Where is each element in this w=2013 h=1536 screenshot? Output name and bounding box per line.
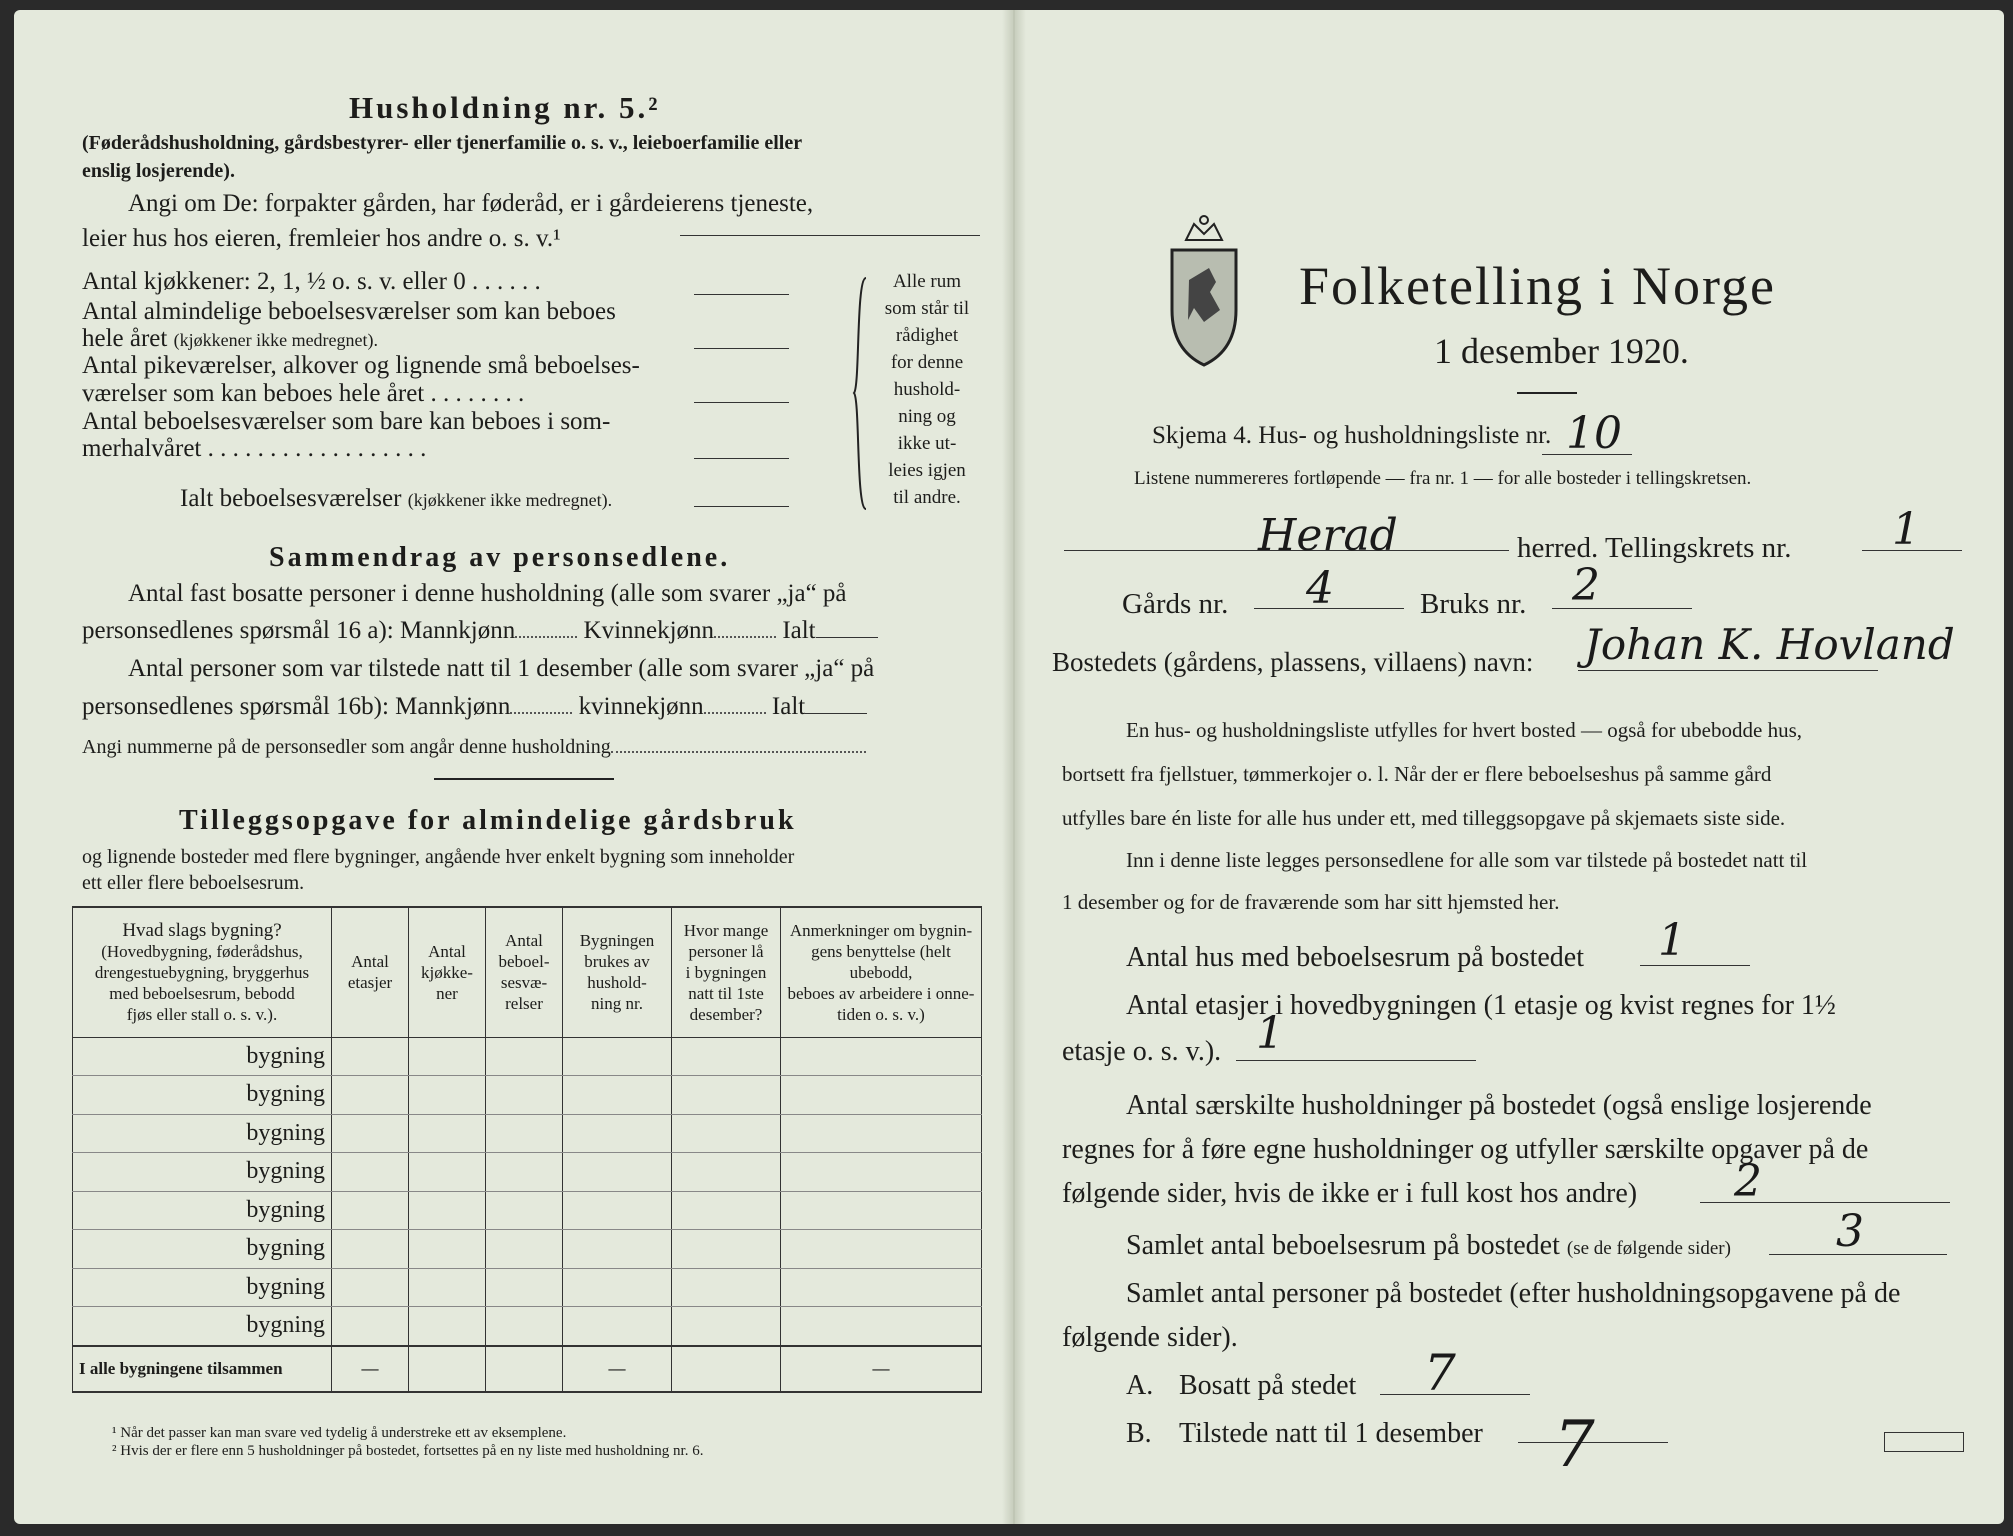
instruction-5: 1 desember og for de fraværende som har sitt hjemsted her. [1062, 890, 1560, 914]
cell[interactable] [409, 1153, 486, 1192]
rooms-total-note: (kjøkkener ikke medregnet). [407, 490, 613, 510]
cell[interactable] [332, 1114, 409, 1153]
total-cell[interactable]: — [332, 1346, 409, 1392]
summary-female-label-2: kvinnekjønn [578, 693, 704, 720]
cell[interactable] [486, 1114, 563, 1153]
krets-field[interactable]: 1 [1892, 504, 1920, 555]
numbering-note: Listene nummereres fortløpende — fra nr. 1 — for alle bosteder i tellingskretsen. [1134, 468, 1752, 489]
summary-line-2 [82, 617, 878, 645]
building-label[interactable]: bygning [73, 1268, 332, 1307]
header-line: Bygningen [579, 931, 655, 951]
header-line: hushold- [587, 973, 647, 993]
b-label: B. [1126, 1418, 1152, 1449]
building-label[interactable]: bygning [73, 1114, 332, 1153]
rooms-ordinary-2 [82, 325, 378, 353]
extra-subtitle-2: ett eller flere beboelsesrum. [82, 872, 305, 894]
angi-line-1: Angi om De: forpakter gården, har føderåd, er i gårdeierens tjeneste, [128, 190, 814, 217]
cell[interactable] [332, 1153, 409, 1192]
q-households-2: regnes for å føre egne husholdninger og utfyller særskilte opgaver på de [1062, 1134, 1869, 1165]
header-line: sesvæ- [500, 973, 548, 993]
cell[interactable] [563, 1114, 672, 1153]
numbers-answer[interactable] [611, 751, 866, 753]
rooms-total [180, 485, 612, 513]
rooms-summer-2: merhalvåret . . . . . . . . . . . . . . . . . . [82, 435, 427, 462]
cell[interactable] [332, 1037, 409, 1076]
printer-stamp [1884, 1432, 1964, 1452]
cell[interactable] [781, 1037, 982, 1076]
header-line: i bygningen [685, 962, 767, 982]
cell[interactable] [332, 1191, 409, 1230]
cell[interactable] [486, 1307, 563, 1346]
rooms-kitchens: Antal kjøkkener: 2, 1, ½ o. s. v. eller 0 . . . . . . [82, 268, 541, 295]
household-subtitle-2: enslig losjerende). [82, 160, 235, 182]
col-persons [672, 907, 781, 1037]
total-answer[interactable] [816, 637, 878, 638]
building-label[interactable]: bygning [73, 1191, 332, 1230]
rooms-maid-1: Antal pikeværelser, alkover og lignende små beboelses- [82, 352, 640, 379]
header-line: etasjer [347, 973, 393, 993]
cell[interactable] [332, 1268, 409, 1307]
q-rooms-label: Samlet antal beboelsesrum på bostedet [1126, 1230, 1560, 1261]
header-line: Antal [351, 952, 389, 972]
q-rooms-note: (se de følgende sider) [1566, 1238, 1731, 1259]
rooms-ordinary-1: Antal almindelige beboelsesværelser som kan beboes [82, 298, 616, 325]
schema-line [1152, 422, 1551, 450]
b-field[interactable]: 7 [1554, 1408, 1595, 1482]
footnote-2: ² Hvis der er flere enn 5 husholdninger på bostedet, fortsettes på en ny liste med husholdning nr. 6. [112, 1443, 704, 1459]
col-building-type [73, 907, 332, 1037]
bruks-label: Bruks nr. [1420, 588, 1527, 620]
header-line: gens benyttelse (helt ubebodd, [811, 941, 951, 982]
summary-total-label-2: Ialt [771, 693, 806, 720]
cell[interactable] [672, 1268, 781, 1307]
female-answer[interactable] [714, 636, 776, 638]
header-line: Hvor mange [683, 920, 769, 940]
q-floors-1: Antal etasjer i hovedbygningen (1 etasje og kvist regnes for 1½ [1126, 990, 1836, 1021]
cell[interactable] [781, 1307, 982, 1346]
cell[interactable] [409, 1307, 486, 1346]
cell[interactable] [781, 1076, 982, 1115]
b-text: Tilstede natt til 1 desember [1179, 1418, 1483, 1449]
cell[interactable] [672, 1153, 781, 1192]
header-line: brukes av [584, 952, 650, 972]
building-label[interactable]: bygning [73, 1037, 332, 1076]
extra-title: Tilleggsopgave for almindelige gårdsbruk [179, 805, 797, 836]
q-houses-line [1640, 965, 1750, 966]
brace-note-line: som står til [884, 298, 970, 319]
female-answer-2[interactable] [704, 712, 766, 714]
cell[interactable] [563, 1191, 672, 1230]
cell[interactable] [781, 1153, 982, 1192]
household-subtitle-1: (Føderådshusholdning, gårdsbestyrer- eller tjenerfamilie o. s. v., leieboerfamilie eller [82, 132, 803, 154]
cell[interactable] [563, 1268, 672, 1307]
brace-icon [852, 276, 872, 511]
summary-line-5 [82, 736, 866, 759]
gards-label: Gårds nr. [1122, 588, 1229, 620]
building-label[interactable]: bygning [73, 1307, 332, 1346]
q-houses-field[interactable]: 1 [1658, 915, 1686, 966]
cell[interactable] [563, 1076, 672, 1115]
table-row [73, 1037, 982, 1076]
total-answer-2[interactable] [805, 713, 867, 714]
herred-label: herred. Tellingskrets nr. [1517, 532, 1792, 564]
cell[interactable] [486, 1268, 563, 1307]
q-households-3: følgende sider, hvis de ikke er i full kost hos andre) [1062, 1178, 1638, 1209]
cell[interactable] [672, 1114, 781, 1153]
angi-answer-line[interactable] [680, 235, 980, 236]
brace-note-line: for denne [890, 352, 964, 373]
cell[interactable] [672, 1307, 781, 1346]
cell[interactable] [409, 1037, 486, 1076]
building-label[interactable]: bygning [73, 1153, 332, 1192]
q-rooms-field[interactable]: 3 [1836, 1206, 1864, 1257]
brace-note-line: til andre. [893, 487, 961, 508]
table-row [73, 1153, 982, 1192]
a-label: A. [1126, 1370, 1154, 1401]
table-row [73, 1076, 982, 1115]
q-floors-line [1236, 1060, 1476, 1061]
brace-note-line: leies igjen [888, 460, 966, 481]
household-title: Husholdning nr. 5.² [349, 90, 661, 125]
cell[interactable] [332, 1307, 409, 1346]
summary-title: Sammendrag av personsedlene. [269, 542, 731, 573]
instruction-2: bortsett fra fjellstuer, tømmerkojer o. l. Når der er flere beboelseshus på samme gård [1062, 762, 1772, 786]
building-label[interactable]: bygning [73, 1230, 332, 1269]
cell[interactable] [781, 1230, 982, 1269]
cell[interactable] [672, 1230, 781, 1269]
cell[interactable] [486, 1153, 563, 1192]
cell[interactable] [409, 1191, 486, 1230]
total-cell[interactable]: — [781, 1346, 982, 1392]
summary-line-1: Antal fast bosatte personer i denne husholdning (alle som svarer „ja“ på [128, 580, 847, 607]
bosted-field[interactable]: Johan K. Hovland [1584, 620, 1955, 669]
list-number-field[interactable]: 10 [1566, 408, 1622, 459]
cell[interactable] [486, 1230, 563, 1269]
header-line: natt til 1ste [688, 983, 764, 1003]
cell[interactable] [563, 1307, 672, 1346]
rooms-total-text: Ialt beboelsesværelser [180, 485, 402, 512]
angi-line-2: leier hus hos eieren, fremleier hos andre o. s. v.¹ [82, 225, 561, 252]
instruction-3: utfylles bare én liste for alle hus under ett, med tilleggsopgave på skjemaets siste side. [1062, 806, 1786, 830]
cell[interactable] [563, 1153, 672, 1192]
cell[interactable] [409, 1076, 486, 1115]
brace-note-line: ikke ut- [897, 433, 957, 454]
census-form-sheet [14, 10, 2004, 1524]
building-table [72, 906, 982, 1393]
main-date: 1 desember 1920. [1434, 331, 1689, 371]
col-remarks [781, 907, 982, 1037]
table-total-row [73, 1346, 982, 1392]
brace-note-line: rådighet [895, 325, 959, 346]
header-line: kjøkke- [421, 962, 473, 982]
summary-male-label-2: personsedlenes spørsmål 16b): Mannkjønn [82, 693, 511, 720]
header-line: relser [505, 994, 543, 1014]
divider [434, 778, 614, 780]
summary-total-label: Ialt [782, 617, 816, 644]
cell[interactable] [332, 1076, 409, 1115]
summary-line-4 [82, 693, 867, 721]
q-floors-2: etasje o. s. v.). [1062, 1036, 1222, 1067]
table-row [73, 1230, 982, 1269]
table-row [73, 1114, 982, 1153]
q-persons-1: Samlet antal personer på bostedet (efter husholdningsopgavene på de [1126, 1278, 1901, 1309]
header-line: beboes av arbeidere i onne- [787, 983, 975, 1003]
q-rooms-line [1126, 1230, 1731, 1262]
left-page [64, 10, 984, 1524]
a-field[interactable]: 7 [1424, 1344, 1456, 1402]
summary-line-3: Antal personer som var tilstede natt til 1 desember (alle som svarer „ja“ på [128, 655, 875, 682]
cell[interactable] [486, 1191, 563, 1230]
header-line: (Hovedbygning, føderådshus, [101, 941, 303, 961]
rooms-ordinary-note: (kjøkkener ikke medregnet). [173, 330, 379, 350]
total-cell[interactable] [672, 1346, 781, 1392]
cell[interactable] [486, 1037, 563, 1076]
herred-field[interactable]: Herad [1258, 510, 1398, 561]
header-line: drengestuebygning, bryggerhus [94, 962, 310, 982]
header-line: fjøs eller stall o. s. v.). [126, 1004, 278, 1024]
instruction-4: Inn i denne liste legges personsedlene for alle som var tilstede på bostedet natt til [1126, 848, 1808, 872]
title-divider [1517, 392, 1577, 394]
norway-coat-of-arms-icon [1164, 210, 1244, 370]
q-households-field[interactable]: 2 [1734, 1156, 1762, 1207]
brace-note-line: hushold- [893, 379, 961, 400]
cell[interactable] [486, 1076, 563, 1115]
footnote-1: ¹ Når det passer kan man svare ved tydelig å understreke ett av eksemplene. [112, 1425, 567, 1441]
header-line: Hvad slags bygning? [122, 919, 282, 941]
header-line: Anmerkninger om bygnin- [789, 920, 973, 940]
total-rooms-answer-line[interactable] [694, 506, 789, 507]
kitchens-answer-line[interactable] [694, 294, 789, 295]
col-floors [332, 907, 409, 1037]
maid-answer-line[interactable] [694, 402, 789, 403]
summary-female-label: Kvinnekjønn [583, 617, 715, 644]
header-line: tiden o. s. v.) [837, 1004, 925, 1024]
bosted-label: Bostedets (gårdens, plassens, villaens) navn: [1052, 647, 1534, 677]
a-text: Bosatt på stedet [1179, 1370, 1357, 1401]
bosted-line [1578, 670, 1878, 671]
col-rooms [486, 907, 563, 1037]
male-answer-2[interactable] [510, 712, 572, 714]
cell[interactable] [409, 1268, 486, 1307]
male-answer[interactable] [515, 636, 577, 638]
q-households-1: Antal særskilte husholdninger på bostedet (også enslige losjerende [1126, 1090, 1872, 1121]
cell[interactable] [332, 1230, 409, 1269]
rooms-summer-1: Antal beboelsesværelser som bare kan beboes i som- [82, 408, 611, 435]
instruction-1: En hus- og husholdningsliste utfylles for hvert bosted — også for ubebodde hus, [1126, 718, 1802, 742]
col-household-nr [563, 907, 672, 1037]
building-label[interactable]: bygning [73, 1076, 332, 1115]
header-line: personer lå [688, 941, 764, 961]
header-line: desember? [689, 1004, 763, 1024]
bruks-field[interactable]: 2 [1572, 560, 1600, 611]
total-cell[interactable]: — [563, 1346, 672, 1392]
col-kitchens [409, 907, 486, 1037]
q-persons-2: følgende sider). [1062, 1322, 1238, 1353]
cell[interactable] [781, 1268, 982, 1307]
header-line: Antal [505, 931, 543, 951]
cell[interactable] [672, 1191, 781, 1230]
ordinary-answer-line[interactable] [694, 348, 789, 349]
header-line: ner [436, 983, 458, 1003]
table-row [73, 1268, 982, 1307]
schema-label: Skjema 4. Hus- og husholdningsliste nr. [1152, 422, 1552, 449]
page-fold [1002, 10, 1026, 1524]
extra-subtitle-1: og lignende bosteder med flere bygninger, angående hver enkelt bygning som inneholder [82, 846, 795, 868]
header-line: Antal [428, 941, 466, 961]
gards-field[interactable]: 4 [1306, 563, 1334, 614]
list-number-line [1542, 454, 1632, 455]
header-line: beboel- [498, 952, 550, 972]
main-title: Folketelling i Norge [1299, 256, 1776, 316]
total-cell[interactable] [486, 1346, 563, 1392]
total-label: I alle bygningene tilsammen [73, 1346, 332, 1392]
right-page [1044, 10, 1984, 1524]
header-line: ning nr. [591, 994, 643, 1014]
table-row [73, 1307, 982, 1346]
cell[interactable] [781, 1191, 982, 1230]
total-cell[interactable] [409, 1346, 486, 1392]
table-row [73, 1191, 982, 1230]
cell[interactable] [672, 1076, 781, 1115]
cell[interactable] [672, 1037, 781, 1076]
rooms-ordinary-2-text: hele året [82, 325, 168, 352]
q-floors-field[interactable]: 1 [1256, 1008, 1284, 1059]
brace-note-line: ning og [898, 406, 956, 427]
cell[interactable] [409, 1230, 486, 1269]
summary-male-label: personsedlenes spørsmål 16 a): Mannkjønn [82, 617, 516, 644]
brace-note [872, 268, 982, 511]
summary-numbers-label: Angi nummerne på de personsedler som angår denne husholdning [82, 736, 611, 758]
rooms-maid-2: værelser som kan beboes hele året . . . . . . . . [82, 380, 525, 407]
header-line: med beboelsesrum, bebodd [109, 983, 295, 1003]
cell[interactable] [781, 1114, 982, 1153]
q-houses-label: Antal hus med beboelsesrum på bostedet [1126, 942, 1585, 973]
cell[interactable] [409, 1114, 486, 1153]
brace-note-line: Alle rum [892, 271, 962, 292]
summer-answer-line[interactable] [694, 458, 789, 459]
cell[interactable] [563, 1230, 672, 1269]
cell[interactable] [563, 1037, 672, 1076]
